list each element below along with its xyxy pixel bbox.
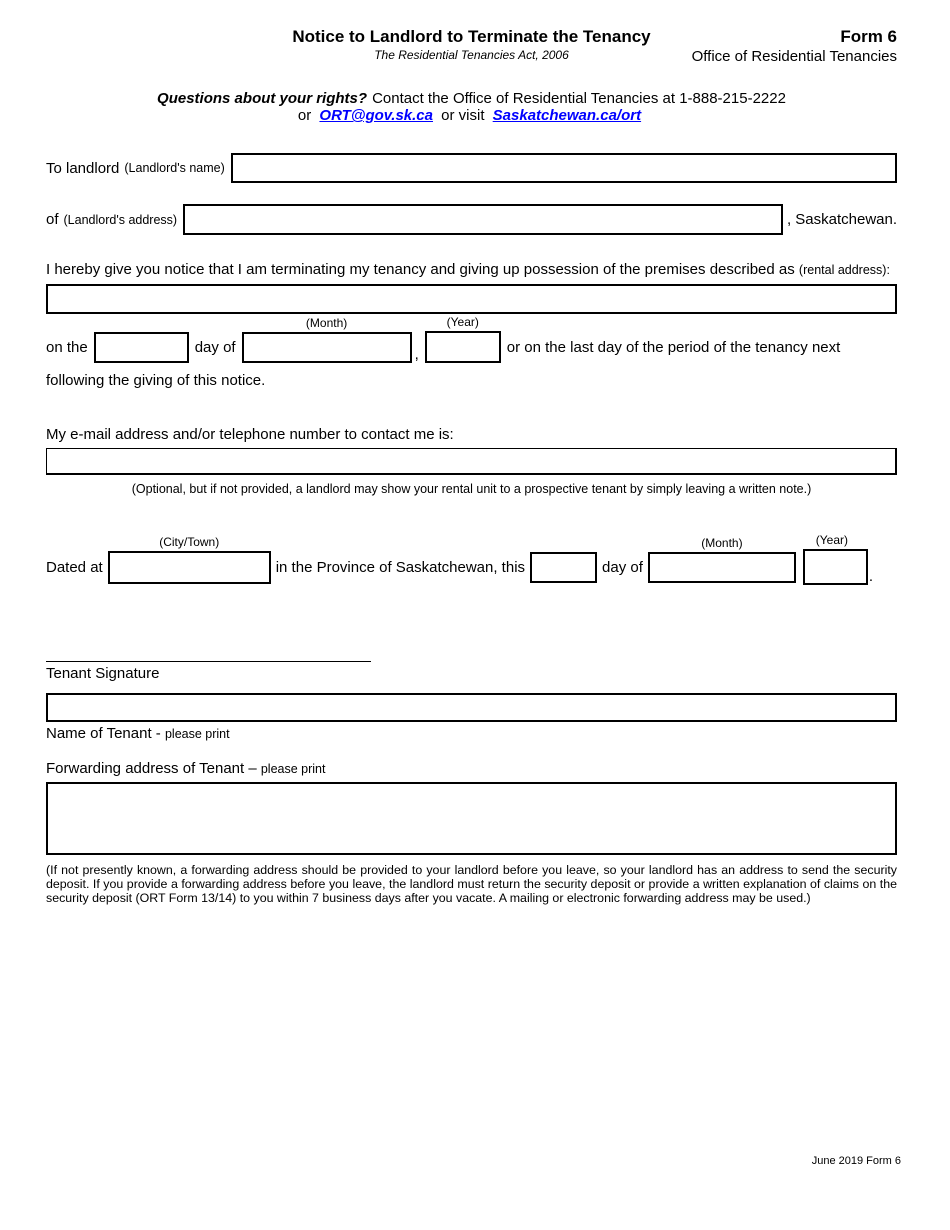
comma-separator: , <box>414 346 419 363</box>
province-statement: in the Province of Saskatchewan, this <box>275 558 526 576</box>
tenancy-period-text: or on the last day of the period of the tenancy next <box>506 338 841 356</box>
termination-year-label: (Year) <box>446 315 479 329</box>
dated-at-label: Dated at <box>46 558 103 576</box>
termination-date-row <box>46 315 897 363</box>
form-header <box>46 26 897 63</box>
rights-contact-text: Contact the Office of Residential Tenancies at 1-888-215-2222 <box>372 90 786 107</box>
forwarding-address-textarea[interactable] <box>46 782 897 855</box>
province-suffix: , Saskatchewan. <box>786 211 897 228</box>
tenant-signature-label: Tenant Signature <box>46 665 160 682</box>
rights-line2-middle: or visit <box>441 107 485 124</box>
termination-day-of-label: day of <box>194 338 236 356</box>
landlord-name-label: To landlord <box>46 159 120 177</box>
email-link[interactable]: ORT@gov.sk.ca <box>319 107 433 124</box>
landlord-address-hint: (Landlord's address) <box>63 212 178 227</box>
dated-month-input[interactable] <box>648 552 796 583</box>
please-print-hint: please print <box>164 727 230 741</box>
landlord-address-label: of <box>46 211 59 228</box>
page-title: Notice to Landlord to Terminate the Tenancy <box>292 27 651 46</box>
optional-note: (Optional, but if not provided, a landlord may show your rental unit to a prospective tenant by simply leaving a written note.) <box>131 482 812 496</box>
dated-year-label: (Year) <box>815 533 849 547</box>
tenant-name-input[interactable] <box>46 693 897 722</box>
tenant-name-label-text: Name of Tenant - <box>46 725 161 742</box>
act-subtitle: The Residential Tenancies Act, 2006 <box>374 48 569 62</box>
period-punctuation: . <box>868 568 874 585</box>
website-link[interactable]: Saskatchewan.ca/ort <box>492 107 642 124</box>
dated-row <box>46 533 897 585</box>
on-the-label: on the <box>46 338 88 356</box>
dated-year-input[interactable] <box>803 549 868 585</box>
rights-line2-prefix: or <box>297 107 312 124</box>
signature-line[interactable] <box>46 661 371 662</box>
landlord-name-input[interactable] <box>231 153 897 183</box>
form-version: June 2019 Form 6 <box>811 1155 901 1167</box>
rights-line1 <box>46 90 897 107</box>
tenant-name-label <box>46 725 897 743</box>
dated-day-input[interactable] <box>530 552 597 583</box>
rights-question: Questions about your rights? <box>157 90 368 107</box>
dated-day-of-label: day of <box>602 558 643 576</box>
city-town-label: (City/Town) <box>159 534 220 549</box>
form-number: Form 6 <box>840 27 897 46</box>
termination-statement <box>46 261 897 279</box>
landlord-address-input[interactable] <box>183 204 783 235</box>
termination-month-label: (Month) <box>305 315 348 330</box>
dated-month-label: (Month) <box>701 535 743 550</box>
termination-month-input[interactable] <box>242 332 412 363</box>
rights-line2 <box>46 107 897 124</box>
forwarding-print-hint: please print <box>260 762 326 776</box>
termination-day-input[interactable] <box>94 332 189 363</box>
city-town-input[interactable] <box>108 551 271 584</box>
contact-prompt: My e-mail address and/or telephone number to contact me is: <box>46 426 454 443</box>
landlord-name-row <box>46 153 897 183</box>
forwarding-address-label-text: Forwarding address of Tenant – <box>46 760 257 777</box>
termination-year-input[interactable] <box>425 331 501 363</box>
landlord-address-row <box>46 204 897 235</box>
landlord-name-hint: (Landlord's name) <box>124 161 225 175</box>
forwarding-address-label <box>46 760 897 778</box>
termination-statement-text: I hereby give you notice that I am terminating my tenancy and giving up possession of the premises described as <box>46 261 795 278</box>
contact-input[interactable] <box>46 448 897 475</box>
rental-address-hint: (rental address): <box>798 263 890 277</box>
notice-continuation: following the giving of this notice. <box>46 372 266 389</box>
office-name: Office of Residential Tenancies <box>691 48 897 65</box>
rental-address-input[interactable] <box>46 284 897 314</box>
forwarding-note: (If not presently known, a forwarding address should be provided to your landlord before you leave, so your landlord has an address to send the security deposit. If you provide a forwarding address before you leave, the landlord must return the security deposit or provide a written explanation of claims on the security deposit (ORT Form 13/14) to you within 7 business days after you vacate. A mailing or electronic forwarding address may be used.) <box>46 863 897 905</box>
